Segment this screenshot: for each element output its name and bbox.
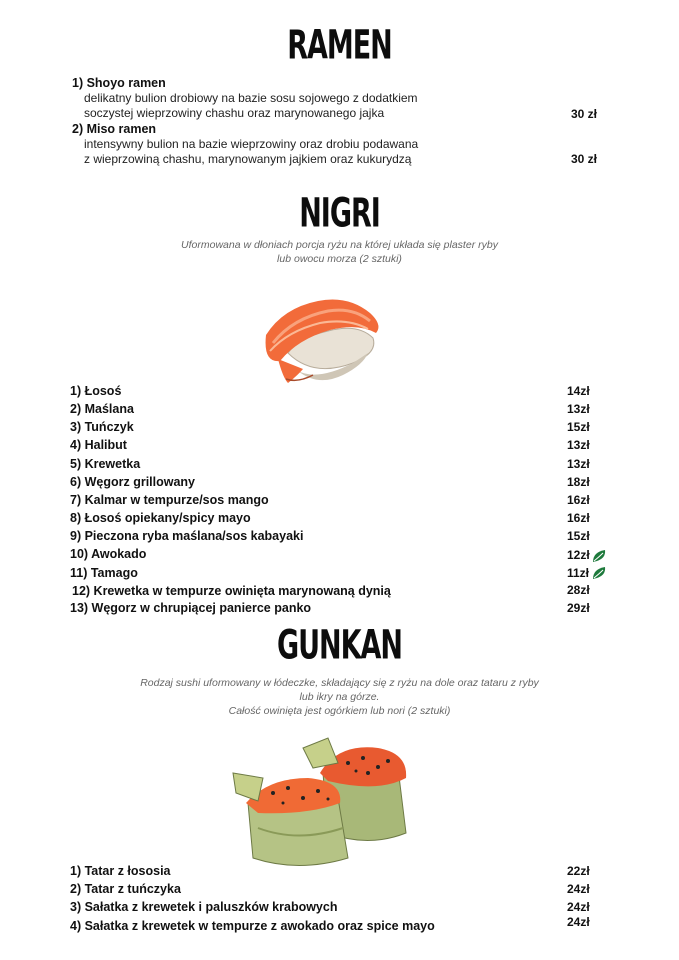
vegan-leaf-icon (591, 548, 609, 564)
gunkan-item-price: 22zł (567, 864, 590, 878)
nigiri-item-price: 15zł (567, 420, 590, 434)
nigiri-item-name: 3) Tuńczyk (70, 420, 134, 434)
gunkan-item-name: 2) Tatar z tuńczyka (70, 882, 181, 896)
gunkan-intro-line: lub ikry na górze. (299, 691, 380, 703)
ramen-item-name: 1) Shoyo ramen (72, 76, 166, 90)
nigiri-item-name: 10) Awokado (70, 547, 147, 561)
nigiri-item-name: 12) Krewetka w tempurze owinięta marynowaną dynią (72, 584, 391, 598)
nigiri-item-name: 9) Pieczona ryba maślana/sos kabayaki (70, 529, 304, 543)
gunkan-heading: GUNKAN (276, 622, 403, 670)
ramen-item-price: 30 zł (571, 152, 598, 166)
ramen-item-name: 2) Miso ramen (72, 122, 157, 136)
gunkan-item-name: 3) Sałatka z krewetek i paluszków krabowych (70, 900, 338, 914)
ramen-item-desc: z wieprzowiną chashu, marynowanym jajkiem oraz kukurydzą (84, 152, 412, 166)
ramen-item-price: 30 zł (571, 107, 598, 121)
gunkan-item-name: 4) Sałatka z krewetek w tempurze z awokado oraz spice mayo (70, 919, 435, 933)
nigiri-item-price: 16zł (567, 511, 590, 525)
nigiri-item-price: 13zł (567, 438, 590, 452)
nigiri-item-name: 11) Tamago (70, 566, 138, 580)
nigiri-item-name: 1) Łosoś (70, 384, 122, 398)
nigiri-intro-line: Uformowana w dłoniach porcja ryżu na której układa się plaster ryby (181, 239, 498, 251)
nigiri-item-price: 13zł (567, 402, 590, 416)
gunkan-intro (0, 676, 679, 718)
nigiri-heading: NIGRI (299, 190, 380, 238)
nigiri-item-price: 29zł (567, 601, 590, 615)
ramen-item-desc: delikatny bulion drobiowy na bazie sosu sojowego z dodatkiem (84, 91, 418, 105)
nigiri-item-price: 11zł (567, 566, 590, 580)
nigiri-item-name: 2) Maślana (70, 402, 134, 416)
salmon-nigiri-illustration (258, 283, 388, 393)
gunkan-intro-line: Całość owinięta jest ogórkiem lub nori (2 sztuki) (228, 705, 451, 717)
nigiri-item-price: 15zł (567, 529, 590, 543)
gunkan-item-name: 1) Tatar z łososia (70, 864, 171, 878)
nigiri-item-name: 5) Krewetka (70, 457, 141, 471)
nigiri-item-price: 12zł (567, 548, 590, 562)
nigiri-item-price: 18zł (567, 475, 590, 489)
nigiri-item-price: 14zł (567, 384, 590, 398)
nigiri-item-name: 7) Kalmar w tempurze/sos mango (70, 493, 269, 507)
nigiri-intro-line: lub owocu morza (2 sztuki) (277, 253, 402, 265)
ramen-heading: RAMEN (287, 22, 392, 70)
ramen-item-desc: soczystej wieprzowiny chashu oraz marynowanego jajka (84, 106, 385, 120)
gunkan-intro-line: Rodzaj sushi uformowany w łódeczke, składający się z ryżu na dole oraz tataru z ryby (140, 677, 539, 689)
nigiri-item-name: 8) Łosoś opiekany/spicy mayo (70, 511, 251, 525)
nigiri-item-name: 13) Węgorz w chrupiącej panierce panko (70, 601, 312, 615)
ramen-item-desc: intensywny bulion na bazie wieprzowiny oraz drobiu podawana (84, 137, 419, 151)
gunkan-sushi-illustration (228, 733, 428, 873)
nigiri-item-price: 13zł (567, 457, 590, 471)
nigiri-intro (0, 238, 679, 266)
vegan-leaf-icon (591, 565, 609, 581)
nigiri-item-price: 16zł (567, 493, 590, 507)
gunkan-item-price: 24zł (567, 915, 590, 929)
nigiri-item-name: 4) Halibut (70, 438, 127, 452)
gunkan-item-price: 24zł (567, 882, 590, 896)
nigiri-item-price: 28zł (567, 583, 590, 597)
gunkan-item-price: 24zł (567, 900, 590, 914)
nigiri-item-name: 6) Węgorz grillowany (70, 475, 196, 489)
